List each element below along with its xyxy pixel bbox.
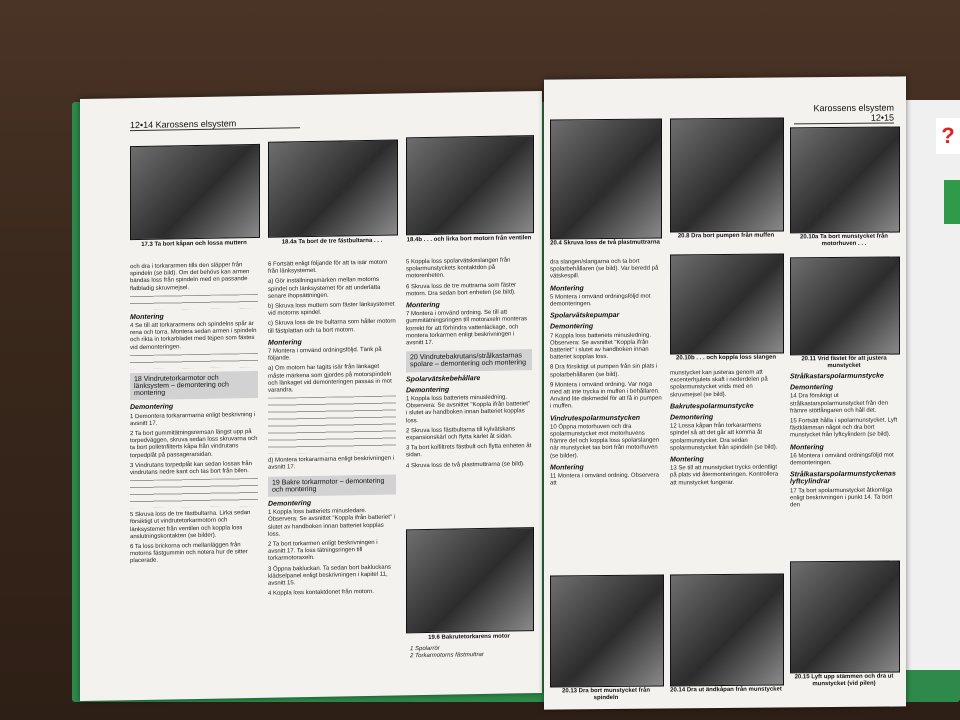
caption-20-4: 20.4 Skruva loss de två plastmuttrarna <box>550 239 660 247</box>
heading: Vindrutespolarmunstycken <box>550 414 640 423</box>
photo-18-4b <box>406 135 534 235</box>
paragraph: c) Skruva loss de tre bultarna som håller motorn till fästplattan och ta bort motorn. <box>268 318 396 335</box>
paragraph: 5 Skruva loss de tre fästbultarna. Lirka sedan försiktigt ut vindrutetorkarmotorn och länksystemet från ventilen och koppla loss anslutningskontakten (se bilder). <box>130 510 251 541</box>
heading: Montering <box>406 301 440 310</box>
text-lines <box>130 353 258 369</box>
photo-20-8 <box>670 117 784 232</box>
heading: Strålkastarspolarmunstycke <box>790 372 884 381</box>
paragraph: 1 Demontera torkararmarna enligt beskrivning i avsnitt 17. <box>130 411 256 428</box>
paragraph: 15 Fortsätt hålla i spolarmunstycket. Lyft fästklämman något och dra bort munstycket från lyftcylindern (se bild). <box>790 417 898 439</box>
section-header: 19 Bakre torkarmotor – demontering och montering <box>268 474 396 497</box>
page-header: 12•14 Karossens elsystem <box>130 117 300 131</box>
heading: Montering <box>268 338 302 347</box>
heading: Montering <box>790 443 824 452</box>
paragraph: 9 Montera i omvänd ordning. Var noga med att inte trycka in muffen i behållaren. Använd lite diskmedel för att få in pumpen i muffen. <box>550 381 662 410</box>
heading: Demontering <box>406 386 450 395</box>
photo-20-4 <box>550 119 662 240</box>
caption-20-14: 20.14 Dra ut ändkåpan från munstycket <box>670 686 782 694</box>
paragraph: 17 Ta bort spolarmunstycket åtkomliga enligt beskrivningen i punkt 14. Ta bort den <box>790 487 893 509</box>
text-lines <box>130 294 258 310</box>
caption-20-13: 20.13 Dra bort munstycket från spindeln <box>561 687 651 702</box>
paragraph: 6 Skruva loss de tre muttrarna som fäster motorn. Dra sedan bort enheten (se bild). <box>406 282 517 298</box>
photo-19-6 <box>406 527 534 633</box>
right-page <box>544 76 906 709</box>
paragraph: 5 Koppla loss spolarvätskeslangen från spolarmunstyckets kontaktdon på motorenheten. <box>406 257 511 280</box>
legend-item: 1 Spolarrör <box>410 645 440 653</box>
paragraph: a) Om motorn har tagits isär från länkaget måste märkena som gjordes på motorspindeln och länkaget vid demonteringen passas in mot varandra. <box>268 364 392 394</box>
paragraph: 4 Se till att torkararmens och spindelns spår är rena och torra. Montera sedan armen i spindeln och rikta in torkarbladet med tejpen som fästes vid demonteringen. <box>130 321 257 351</box>
heading: Demontering <box>670 414 714 422</box>
caption-18-4a: 18.4a Ta bort de tre fästbultarna . . . <box>281 237 383 246</box>
paragraph: 2 Skruva loss fästbultarna till kylvätskans expansionskärl och flytta kärlet åt sidan. <box>406 426 516 442</box>
heading: Demontering <box>790 384 834 392</box>
right-column-3 <box>790 368 898 512</box>
left-column-3 <box>406 257 532 473</box>
paragraph: 6 Ta loss brickorna och mellanläggen från motorns fästgummin och notera hur de sitter placerade. <box>130 542 248 565</box>
caption-17-3: 17.3 Ta bort kåpan och lossa muttern <box>141 240 247 248</box>
caption-20-15: 20.15 Lyft upp stämmen och dra ut munstycket (vid pilen) <box>794 673 894 688</box>
paragraph: a) Gör inställningsmärken mellan motorns spindel och länksystemet för att underlätta senare ihopsättningen. <box>268 277 381 300</box>
caption-20-10b: 20.10b . . . och koppla loss slangen <box>675 354 777 362</box>
paragraph: munstycket kan justeras genom att excenterhjulets skaft i nederdelen på spolarmunstycket vrids med en skruvmejsel (se bild). <box>670 369 768 399</box>
text-lines <box>130 478 258 508</box>
paragraph: 14 Dra försiktigt ut strålkastarspolarmunstycket från den främre stötfångaren och håll det. <box>790 393 889 415</box>
paragraph: 1 Koppla loss batteriets minusledning. Observera: Se avsnittet "Koppla ifrån batteriet" i slutet av handboken innan batteriet kopplas loss. <box>406 394 530 424</box>
caption-19-6: 19.6 Bakrutetorkarens motor <box>428 633 510 641</box>
heading: Montering <box>550 284 584 293</box>
paragraph: b) Skruva loss muttern som fäster länksystemet vid motorns spindel. <box>268 301 395 317</box>
paragraph: 11 Montera i omvänd ordning. Observera att <box>550 472 659 487</box>
paragraph: 10 Öppna motorhuven och dra spolarmunstycket mot motorhuvens främre del och koppla loss spolarslangen när munstycket tas bort från motorhuven (se bilder). <box>550 423 660 460</box>
heading: Montering <box>130 313 164 321</box>
heading: Demontering <box>550 323 594 331</box>
left-page <box>80 91 542 701</box>
right-column-1 <box>550 259 662 491</box>
heading: Demontering <box>268 500 312 508</box>
left-column-1 <box>130 262 258 569</box>
heading: Montering <box>550 464 584 472</box>
right-column-2 <box>670 370 782 491</box>
paragraph: 4 Skruva loss de två plastmuttrarna (se bild). <box>406 460 525 470</box>
heading: Bakrutespolarmunstycke <box>670 402 754 411</box>
heading: Demontering <box>130 403 174 412</box>
caption-20-8: 20.8 Dra bort pumpen från muffen <box>677 232 775 240</box>
paragraph: 13 Se till att munstycket trycks ordentligt på plats vid återmonteringen. Kontrollera att munstycket fungerar. <box>670 464 779 487</box>
green-tab <box>944 180 960 224</box>
legend-item: 2 Torkarmotorns fästmuttrar <box>410 652 484 660</box>
paragraph: 16 Montera i omvänd ordningsföljd mot demonteringen. <box>790 452 894 467</box>
question-mark-tab: ? <box>936 118 960 154</box>
paragraph: 3 Vindrutans torpedplåt kan sedan lossas från vindrutans nedre kant och tas bort från bilen. <box>130 460 252 477</box>
heading: Strålkastarspolarmunstyckenas lyftcylindrar <box>790 470 896 486</box>
paragraph: 3 Öppna bakluckan. Ta sedan bort bakluckans klädselpanel enligt beskrivningen i kapitel 11, avsnitt 15. <box>268 564 391 587</box>
paragraph: 1 Koppla loss batteriets minusledare. Observera: Se avsnittet "Koppla ifrån batteriet" i slutet av handboken innan batteriet kopplas loss. <box>268 508 395 538</box>
paragraph: 5 Montera i omvänd ordningsföljd mot demonteringen. <box>550 293 651 308</box>
paragraph: 4 Koppla loss kontaktdonet från motorn. <box>268 589 375 598</box>
photo-20-10b <box>670 253 784 354</box>
photo-20-13 <box>550 575 664 688</box>
paragraph: och dra i torkararmen tills den släpper från spindeln (se bild). Om det behövs kan armen bändas loss från spindeln med en passande flatbladig skruvmejsel. <box>130 262 250 292</box>
paragraph: 8 Dra försiktigt ut pumpen från sin plats i spolarbehållaren (se bild). <box>550 364 658 379</box>
photo-20-10a <box>790 126 900 233</box>
photo-20-15 <box>790 560 900 673</box>
left-column-2 <box>268 260 396 602</box>
paragraph: 6 Fortsätt enligt följande för att ta isär motorn från länksystemet. <box>268 259 388 275</box>
paragraph: 2 Ta bort torkarmen enligt beskrivningen i avsnitt 17. Ta loss tätningsringen till torkarmotoraxeln. <box>268 539 378 563</box>
paragraph: 3 Ta bort kolfiltrets fästbult och flytta enheten åt sidan. <box>406 443 532 459</box>
heading: Montering <box>670 456 704 464</box>
heading: Spolarvätskebehållare <box>406 374 481 383</box>
photo-18-4a <box>268 139 398 237</box>
caption-18-4b: 18.4b . . . och lirka bort motorn från ventilen <box>406 235 532 244</box>
paragraph: 7 Montera i omvänd ordningsföljd. Tänk på följande. <box>268 346 382 362</box>
photo-17-3 <box>130 144 260 240</box>
legend <box>410 644 530 661</box>
paragraph: 12 Lossa kåpan från torkararmens spindel så att det går att komma åt spolarmunstycket. Dra sedan spolarmunstycket från spindeln (se bild). <box>670 422 778 452</box>
paragraph: dra slangen/slangarna och ta bort spolarbehållaren (se bild). Var beredd på vätskespill. <box>550 258 659 280</box>
paragraph: 7 Montera i omvänd ordning. Se till att gummitätningsringen till motoraxeln monteras korrekt för att förhindra vattenläckage, och montera torkarmen enligt beskrivningen i avsnitt 17. <box>406 309 528 347</box>
section-header: 18 Vindrutetorkarmotor och länksystem – demontering och montering <box>130 371 258 401</box>
paragraph: 7 Koppla loss batteriets minusledning. Observera: Se avsnittet "Koppla ifrån batteriet" i slutet av handboken innan batteriet kopplas loss. <box>550 332 652 361</box>
section-header: 20 Vindrutebakrutans/strålkastarnas spolare – demontering och montering <box>406 349 532 372</box>
heading: Spolarvätskepumpar <box>550 312 620 320</box>
caption-20-11: 20.11 Vrid fästet för att justera munstycket <box>801 355 887 370</box>
text-lines <box>268 396 396 454</box>
paragraph: d) Montera torkararmarna enligt beskrivningen i avsnitt 17. <box>268 455 395 472</box>
paragraph: 2 Ta bort gummitätningsremsan längst upp på torpedväggen, skruva sedan loss skruvarna och ta bort polletnfilterts kåpa från vindrutans torpedplåt på passagerarsidan. <box>130 429 258 459</box>
photo-20-11 <box>790 256 900 355</box>
photo-20-14 <box>670 573 784 686</box>
caption-20-10a: 20.10a Ta bort munstycket från motorhuven . . . <box>800 233 888 248</box>
page-header: Karossens elsystem 12•15 <box>794 103 894 125</box>
